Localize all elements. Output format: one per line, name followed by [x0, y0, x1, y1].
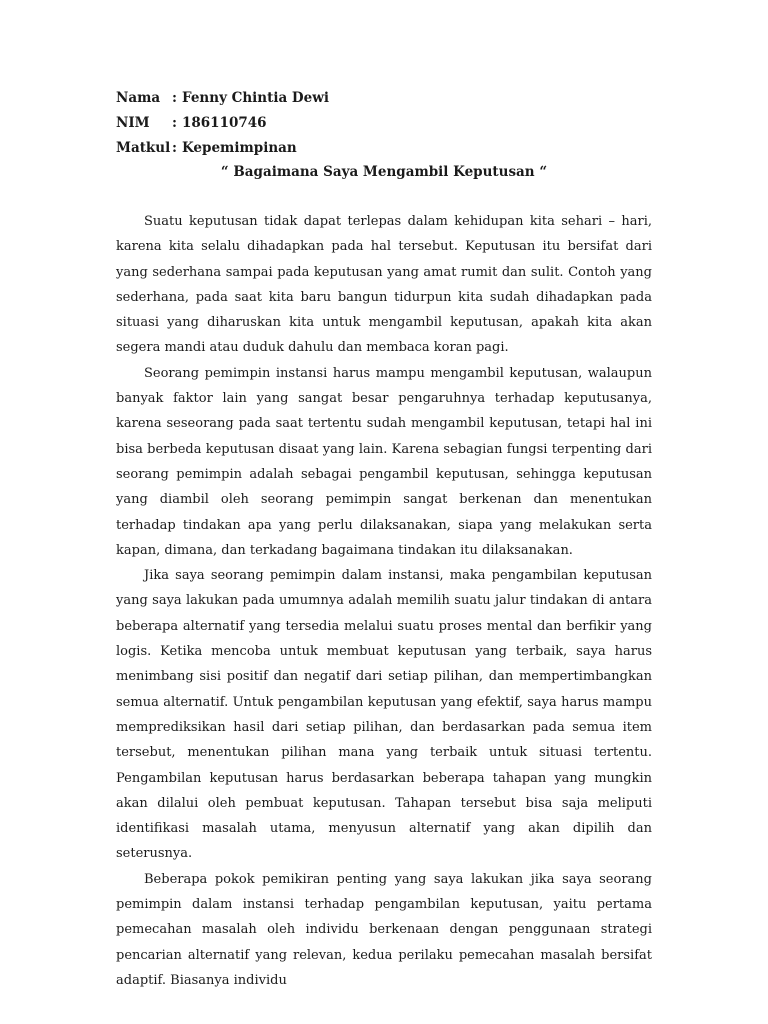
nim-separator: :	[172, 115, 177, 131]
paragraph-3: Jika saya seorang pemimpin dalam instansi, maka pengambilan keputusan yang saya lakukan pada umumnya adalah memilih suatu jalur tindakan di antara beberapa alternatif yang tersedia melalui suatu proses mental dan berfikir yang logis. Ketika mencoba untuk membuat keputusan yang terbaik, saya harus menimbang sisi positif dan negatif dari setiap pilihan, dan mempertimbangkan semua alternatif. Untuk pengambilan keputusan yang efektif, saya harus mampu memprediksikan hasil dari setiap pilihan, dan berdasarkan pada semua item tersebut, menentukan pilihan mana yang terbaik untuk situasi tertentu. Pengambilan keputusan harus berdasarkan beberapa tahapan yang mungkin akan dilalui oleh pembuat keputusan. Tahapan tersebut bisa saja meliputi identifikasi masalah utama, menyusun alternatif yang akan dipilih dan seterusnya.	[116, 568, 652, 862]
name-value: Fenny Chintia Dewi	[182, 90, 329, 106]
essay-body	[116, 209, 652, 993]
matkul-label: Matkul	[116, 140, 171, 156]
student-info	[116, 86, 329, 161]
name-row	[116, 86, 329, 111]
essay-title: “ Bagaimana Saya Mengambil Keputusan “	[220, 164, 548, 180]
name-label: Nama	[116, 90, 161, 106]
paragraph-1: Suatu keputusan tidak dapat terlepas dalam kehidupan kita sehari – hari, karena kita selalu dihadapkan pada hal tersebut. Keputusan itu bersifat dari yang sederhana sampai pada keputusan yang amat rumit dan sulit. Contoh yang sederhana, pada saat kita baru bangun tidurpun kita sudah dihadapkan pada situasi yang diharuskan kita untuk mengambil keputusan, apakah kita akan segera mandi atau duduk dahulu dan membaca koran pagi.	[116, 214, 652, 356]
matkul-value: Kepemimpinan	[182, 140, 297, 156]
nim-row	[116, 111, 329, 136]
matkul-row	[116, 136, 329, 161]
name-separator: :	[172, 90, 177, 106]
paragraph-2: Seorang pemimpin instansi harus mampu mengambil keputusan, walaupun banyak faktor lain yang sangat besar pengaruhnya terhadap keputusanya, karena seseorang pada saat tertentu sudah mengambil keputusan, tetapi hal ini bisa berbeda keputusan disaat yang lain. Karena sebagian fungsi terpenting dari seorang pemimpin adalah sebagai pengambil keputusan, sehingga keputusan yang diambil oleh seorang pemimpin sangat berkenan dan menentukan terhadap tindakan apa yang perlu dilaksanakan, siapa yang melakukan serta kapan, dimana, dan terkadang bagaimana tindakan itu dilaksanakan.	[116, 365, 652, 558]
matkul-separator: :	[172, 140, 177, 156]
nim-label: NIM	[116, 115, 150, 131]
paragraph-4: Beberapa pokok pemikiran penting yang saya lakukan jika saya seorang pemimpin dalam instansi terhadap pengambilan keputusan, yaitu pertama pemecahan masalah oleh individu berkenaan dengan penggunaan strategi pencarian alternatif yang relevan, kedua perilaku pemecahan masalah bersifat adaptif. Biasanya individu	[116, 871, 652, 988]
nim-value: 186110746	[182, 115, 267, 131]
